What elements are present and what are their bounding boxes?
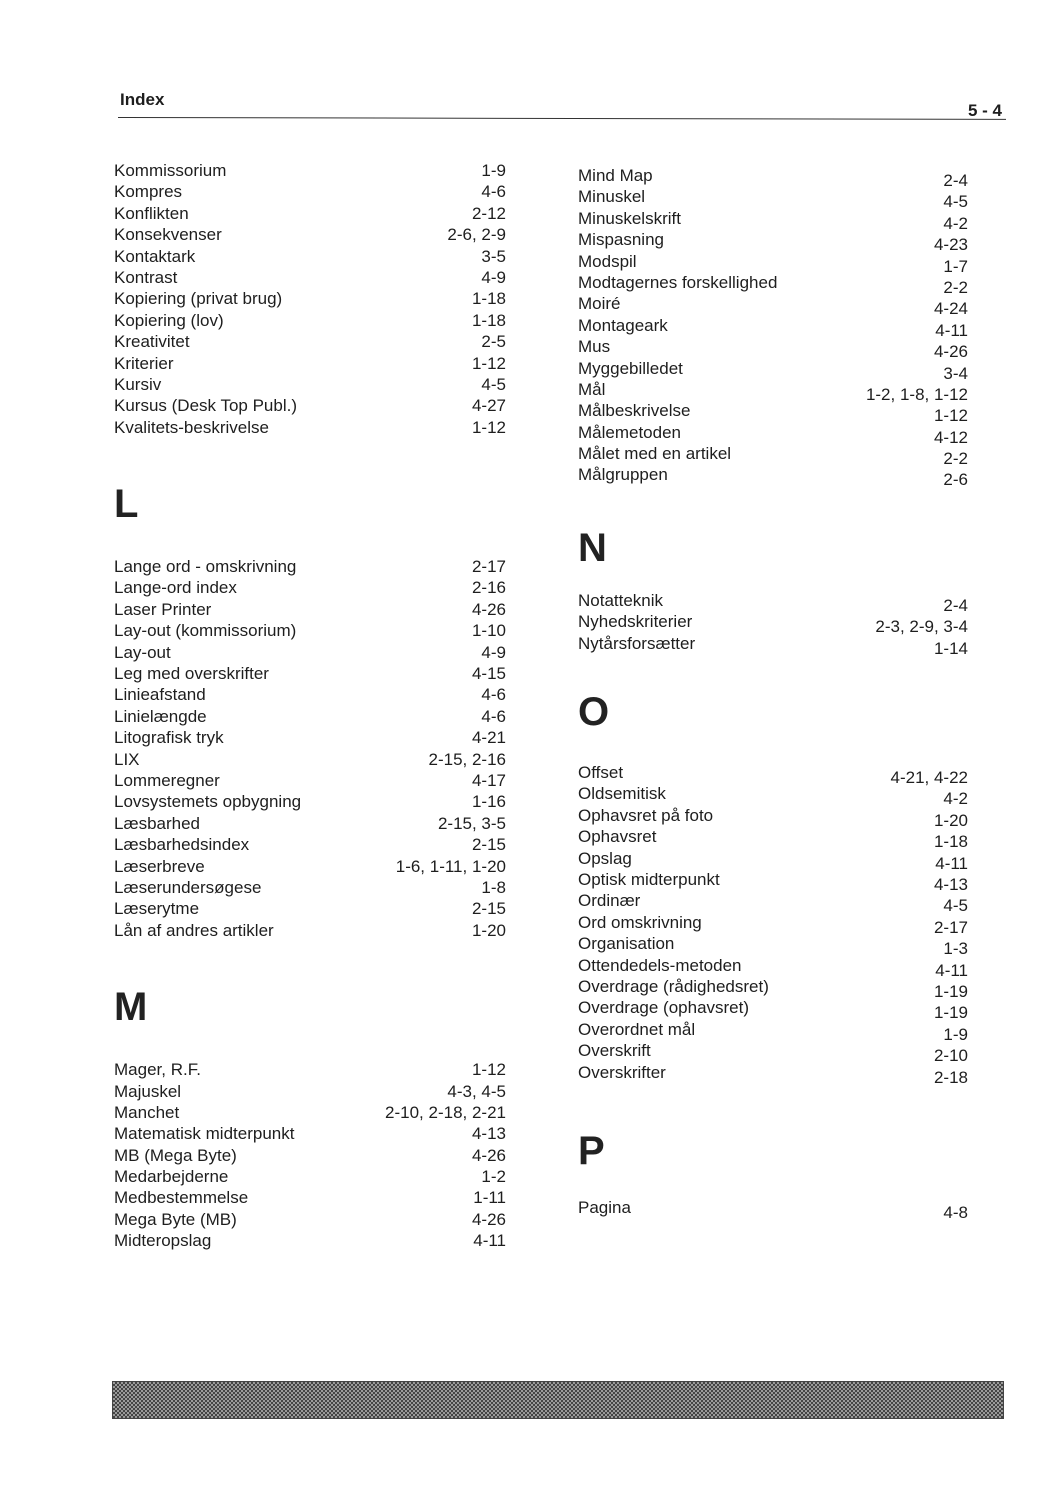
index-group-o [578, 762, 968, 1087]
index-page-refs: 1-7 [943, 256, 968, 276]
index-page-refs: 2-2 [943, 277, 968, 297]
index-entry [114, 556, 506, 577]
index-entry [578, 272, 968, 297]
index-page-refs: 4-26 [471, 1145, 506, 1165]
index-page-refs: 2-3, 2-9, 3-4 [875, 617, 968, 637]
index-term: Kriterier [114, 353, 174, 373]
index-term: Kvalitets-beskrivelse [114, 417, 269, 437]
index-page-refs: 4-23 [933, 235, 968, 255]
index-entry [578, 1062, 968, 1087]
index-page-refs: 4-5 [943, 192, 968, 212]
index-entry [114, 813, 506, 834]
index-page-refs: 1-9 [481, 161, 506, 180]
index-entry [114, 353, 506, 374]
index-term: Linielængde [114, 706, 207, 726]
index-entry [578, 805, 968, 830]
index-page-refs: 1-18 [471, 289, 506, 309]
index-term: Kontrast [114, 267, 178, 287]
index-page-refs: 4-3, 4-5 [447, 1081, 506, 1101]
index-term: MB (Mega Byte) [114, 1145, 237, 1165]
index-term: Lange ord - omskrivning [114, 557, 297, 577]
index-page-refs: 2-2 [943, 449, 968, 469]
index-page-refs: 1-18 [933, 832, 968, 852]
index-term: Ottendedels-metoden [578, 955, 742, 975]
index-page-refs: 1-12 [471, 353, 506, 373]
index-term: Medarbejderne [114, 1167, 229, 1187]
index-term: Notatteknik [578, 590, 664, 610]
index-entry [114, 706, 506, 727]
index-page-refs: 4-6 [481, 685, 506, 705]
index-entry [578, 443, 968, 469]
index-entry [114, 834, 506, 855]
index-term: LIX [114, 749, 140, 769]
index-page-refs: 2-6, 2-9 [447, 225, 506, 245]
index-page-refs: 2-12 [471, 203, 506, 223]
index-page-refs: 4-27 [471, 396, 506, 416]
index-page-refs: 1-19 [933, 1003, 968, 1023]
index-entry [114, 310, 506, 331]
index-group-p [578, 1197, 968, 1222]
index-term: Målbeskrivelse [578, 401, 691, 421]
index-page-refs: 1-2 [481, 1167, 506, 1187]
index-page-refs: 2-10 [933, 1046, 968, 1066]
index-page-refs: 1-16 [471, 792, 506, 812]
index-page-refs: 4-9 [481, 267, 506, 287]
index-entry [114, 1209, 506, 1230]
index-entry [578, 422, 968, 447]
index-page-refs: 4-21 [471, 728, 506, 748]
index-entry [578, 379, 968, 404]
index-page-refs: 1-19 [933, 981, 968, 1001]
index-term: Oldsemitisk [578, 784, 666, 804]
index-column-right [578, 165, 968, 1222]
index-term: Opslag [578, 848, 632, 868]
index-term: Overordnet mål [578, 1019, 696, 1039]
index-group-n [578, 590, 968, 658]
index-term: Overdrage (rådighedsret) [578, 976, 769, 996]
index-page-refs: 4-2 [943, 213, 968, 233]
section-letter-n: N [578, 525, 607, 570]
index-entry [578, 251, 968, 276]
index-entry [114, 374, 506, 395]
index-term: Lommeregner [114, 770, 220, 790]
index-term: Minuskelskrift [578, 208, 681, 228]
index-term: Midteropslag [114, 1231, 212, 1251]
index-page-refs: 4-17 [471, 770, 506, 790]
index-group-k [114, 160, 506, 438]
index-page-refs: 1-2, 1-8, 1-12 [865, 384, 968, 404]
index-page-refs: 4-6 [481, 182, 506, 202]
index-term: Kompres [114, 182, 183, 202]
index-page-refs: 2-18 [933, 1067, 968, 1087]
index-term: Målet med en artikel [578, 444, 732, 464]
index-entry [114, 267, 506, 288]
header-rule [118, 117, 1006, 120]
index-page-refs: 2-4 [943, 595, 968, 615]
index-term: Leg med overskrifter [114, 664, 269, 684]
index-page-refs: 1-14 [933, 638, 968, 658]
index-entry [578, 315, 968, 340]
index-entry [114, 160, 506, 181]
index-page-refs: 4-21, 4-22 [890, 768, 968, 788]
index-entry [578, 186, 968, 212]
index-term: Lån af andres artikler [114, 920, 274, 940]
index-page-refs: 2-5 [481, 332, 506, 352]
index-entry [578, 976, 968, 1001]
section-letter-l: L [114, 482, 139, 527]
index-term: Nyhedskriterier [578, 612, 693, 632]
index-page-refs: 1-18 [471, 310, 506, 330]
index-term: Målemetoden [578, 422, 682, 442]
index-term: Majuskel [114, 1081, 182, 1101]
index-term: Myggebilledet [578, 358, 683, 378]
index-entry [114, 642, 506, 663]
index-term: Læserytme [114, 899, 200, 919]
index-term: Lay-out (kommissorium) [114, 621, 297, 641]
index-term: Linieafstand [114, 685, 206, 705]
index-page-refs: 2-10, 2-18, 2-21 [385, 1102, 506, 1122]
index-page-refs: 3-4 [943, 363, 968, 383]
index-term: Læserundersøgese [114, 877, 262, 897]
index-entry [114, 749, 506, 770]
index-term: Overdrage (ophavsret) [578, 998, 750, 1018]
index-page-refs: 4-26 [471, 599, 506, 619]
index-term: Kreativitet [114, 332, 190, 352]
index-entry [114, 1187, 506, 1208]
index-page-refs: 4-2 [943, 789, 968, 809]
index-term: Overskrifter [578, 1062, 666, 1082]
index-entry [114, 417, 506, 438]
index-page-refs: 1-8 [481, 877, 506, 897]
index-term: Optisk midterpunkt [578, 869, 720, 889]
index-entry [578, 826, 968, 852]
index-term: Mispasning [578, 230, 664, 250]
index-term: Laser Printer [114, 599, 212, 619]
index-term: Mega Byte (MB) [114, 1209, 237, 1229]
index-term: Konsekvenser [114, 225, 222, 245]
index-entry [114, 599, 506, 620]
index-term: Kopiering (privat brug) [114, 289, 283, 309]
index-term: Minuskel [578, 187, 646, 207]
index-term: Lay-out [114, 642, 171, 662]
index-term: Modspil [578, 251, 637, 271]
index-entry [114, 577, 506, 598]
index-entry [578, 1019, 968, 1044]
index-entry [114, 1102, 506, 1123]
index-term: Nytårsforsætter [578, 633, 696, 653]
index-group-m [114, 1059, 506, 1252]
index-entry [114, 288, 506, 309]
index-entry [578, 933, 968, 959]
index-term: Kommissorium [114, 161, 227, 180]
index-entry [578, 1040, 968, 1066]
index-page-refs: 2-4 [943, 171, 968, 190]
index-term: Kopiering (lov) [114, 310, 224, 330]
index-term: Mus [578, 337, 611, 357]
index-page-refs: 2-15 [471, 835, 506, 855]
index-entry [114, 224, 506, 245]
index-page-refs: 4-13 [471, 1124, 506, 1144]
index-entry [578, 336, 968, 362]
index-page-refs: 1-10 [471, 621, 506, 641]
index-entry [114, 877, 506, 898]
index-page-refs: 4-8 [943, 1202, 968, 1222]
index-entry [114, 331, 506, 352]
index-term: Matematisk midterpunkt [114, 1124, 295, 1144]
index-term: Organisation [578, 934, 675, 954]
index-term: Montageark [578, 315, 668, 335]
index-term: Mål [578, 379, 606, 399]
index-entry [114, 898, 506, 919]
index-entry [578, 229, 968, 255]
index-entry [578, 997, 968, 1023]
index-page-refs: 2-6 [943, 470, 968, 490]
index-term: Ophavsret på foto [578, 805, 714, 825]
index-page-refs: 4-26 [933, 342, 968, 362]
index-entry [114, 684, 506, 705]
index-entry [114, 1081, 506, 1102]
index-entry [578, 762, 968, 788]
index-entry [578, 165, 968, 190]
index-entry [114, 663, 506, 684]
index-page-refs: 2-16 [471, 578, 506, 598]
index-entry [114, 246, 506, 267]
index-page-refs: 1-6, 1-11, 1-20 [395, 856, 506, 876]
index-entry [578, 611, 968, 637]
index-term: Medbestemmelse [114, 1188, 249, 1208]
index-term: Modtagernes forskellighed [578, 272, 778, 292]
index-term: Pagina [578, 1197, 631, 1217]
index-term: Læserbreve [114, 856, 205, 876]
index-group-l [114, 556, 506, 941]
index-term: Lange-ord index [114, 578, 237, 598]
index-page-refs: 4-11 [935, 853, 968, 873]
index-page-refs: 1-12 [471, 1060, 506, 1080]
index-entry [114, 620, 506, 641]
index-entry [114, 181, 506, 202]
index-term: Manchet [114, 1102, 180, 1122]
index-term: Læsbarhed [114, 813, 201, 833]
index-entry [578, 358, 968, 383]
index-term: Kontaktark [114, 246, 196, 266]
index-entry [114, 1123, 506, 1144]
index-entry [578, 848, 968, 873]
index-page-refs: 3-5 [481, 246, 506, 266]
index-entry [114, 395, 506, 416]
index-entry [114, 770, 506, 791]
index-page-refs: 4-11 [473, 1231, 506, 1251]
index-page-refs: 4-13 [933, 874, 968, 894]
index-term: Offset [578, 763, 624, 783]
index-entry [578, 912, 968, 937]
index-entry [578, 293, 968, 319]
section-letter-p: P [578, 1128, 605, 1173]
index-entry [578, 590, 968, 615]
index-page-refs: 4-26 [471, 1209, 506, 1229]
index-term: Målgruppen [578, 465, 668, 485]
index-term: Læsbarhedsindex [114, 835, 250, 855]
index-term: Kursus (Desk Top Publ.) [114, 396, 297, 416]
index-entry [114, 1059, 506, 1080]
index-term: Konflikten [114, 203, 189, 223]
index-entry [114, 1230, 506, 1251]
index-page-refs: 4-6 [481, 706, 506, 726]
section-letter-o: O [578, 690, 610, 735]
index-page-refs: 1-20 [471, 920, 506, 940]
index-entry [114, 1166, 506, 1187]
index-page-refs: 1-20 [933, 810, 968, 830]
index-page-refs: 4-15 [471, 664, 506, 684]
index-term: Kursiv [114, 374, 162, 394]
index-page-refs: 2-15, 2-16 [428, 749, 506, 769]
index-page-refs: 1-12 [933, 406, 968, 426]
index-page-refs: 1-12 [471, 417, 506, 437]
section-letter-m: M [114, 985, 148, 1030]
index-term: Mager, R.F. [114, 1060, 201, 1080]
index-entry [578, 464, 968, 490]
footer-pattern-bar [112, 1381, 1004, 1419]
index-entry [578, 208, 968, 233]
index-page-refs: 4-12 [933, 427, 968, 447]
index-entry [114, 791, 506, 812]
index-entry [114, 856, 506, 877]
index-page-refs: 1-11 [473, 1188, 506, 1208]
index-page-refs: 4-5 [481, 374, 506, 394]
index-page-refs: 2-15 [471, 899, 506, 919]
page-number: 5 - 4 [968, 101, 1003, 120]
index-page-refs: 1-3 [943, 939, 968, 959]
index-page-refs: 2-17 [933, 917, 968, 937]
index-entry [114, 1145, 506, 1166]
index-page-refs: 4-24 [933, 299, 968, 319]
page-header-title: Index [120, 90, 165, 109]
index-page-refs: 2-15, 3-5 [437, 813, 506, 833]
index-entry [114, 203, 506, 224]
index-term: Overskrift [578, 1041, 651, 1061]
index-page-refs: 4-11 [935, 320, 968, 340]
index-page-refs: 2-17 [471, 557, 506, 577]
index-entry [578, 890, 968, 916]
index-term: Ord omskrivning [578, 912, 702, 932]
index-page-refs: 1-9 [943, 1024, 968, 1044]
index-term: Ophavsret [578, 827, 657, 847]
index-term: Moiré [578, 294, 621, 314]
index-page-refs: 4-5 [943, 896, 968, 916]
index-entry [114, 920, 506, 941]
index-entry [578, 869, 968, 894]
index-entry [114, 727, 506, 748]
index-term: Mind Map [578, 166, 653, 185]
index-page-refs: 4-11 [935, 960, 968, 980]
index-group-m-continued [578, 165, 968, 490]
index-column-left [114, 160, 506, 1252]
index-term: Ordinær [578, 891, 641, 911]
index-term: Litografisk tryk [114, 728, 224, 748]
index-entry [578, 1197, 968, 1222]
index-entry [578, 955, 968, 980]
index-term: Lovsystemets opbygning [114, 792, 302, 812]
index-page-refs: 4-9 [481, 642, 506, 662]
